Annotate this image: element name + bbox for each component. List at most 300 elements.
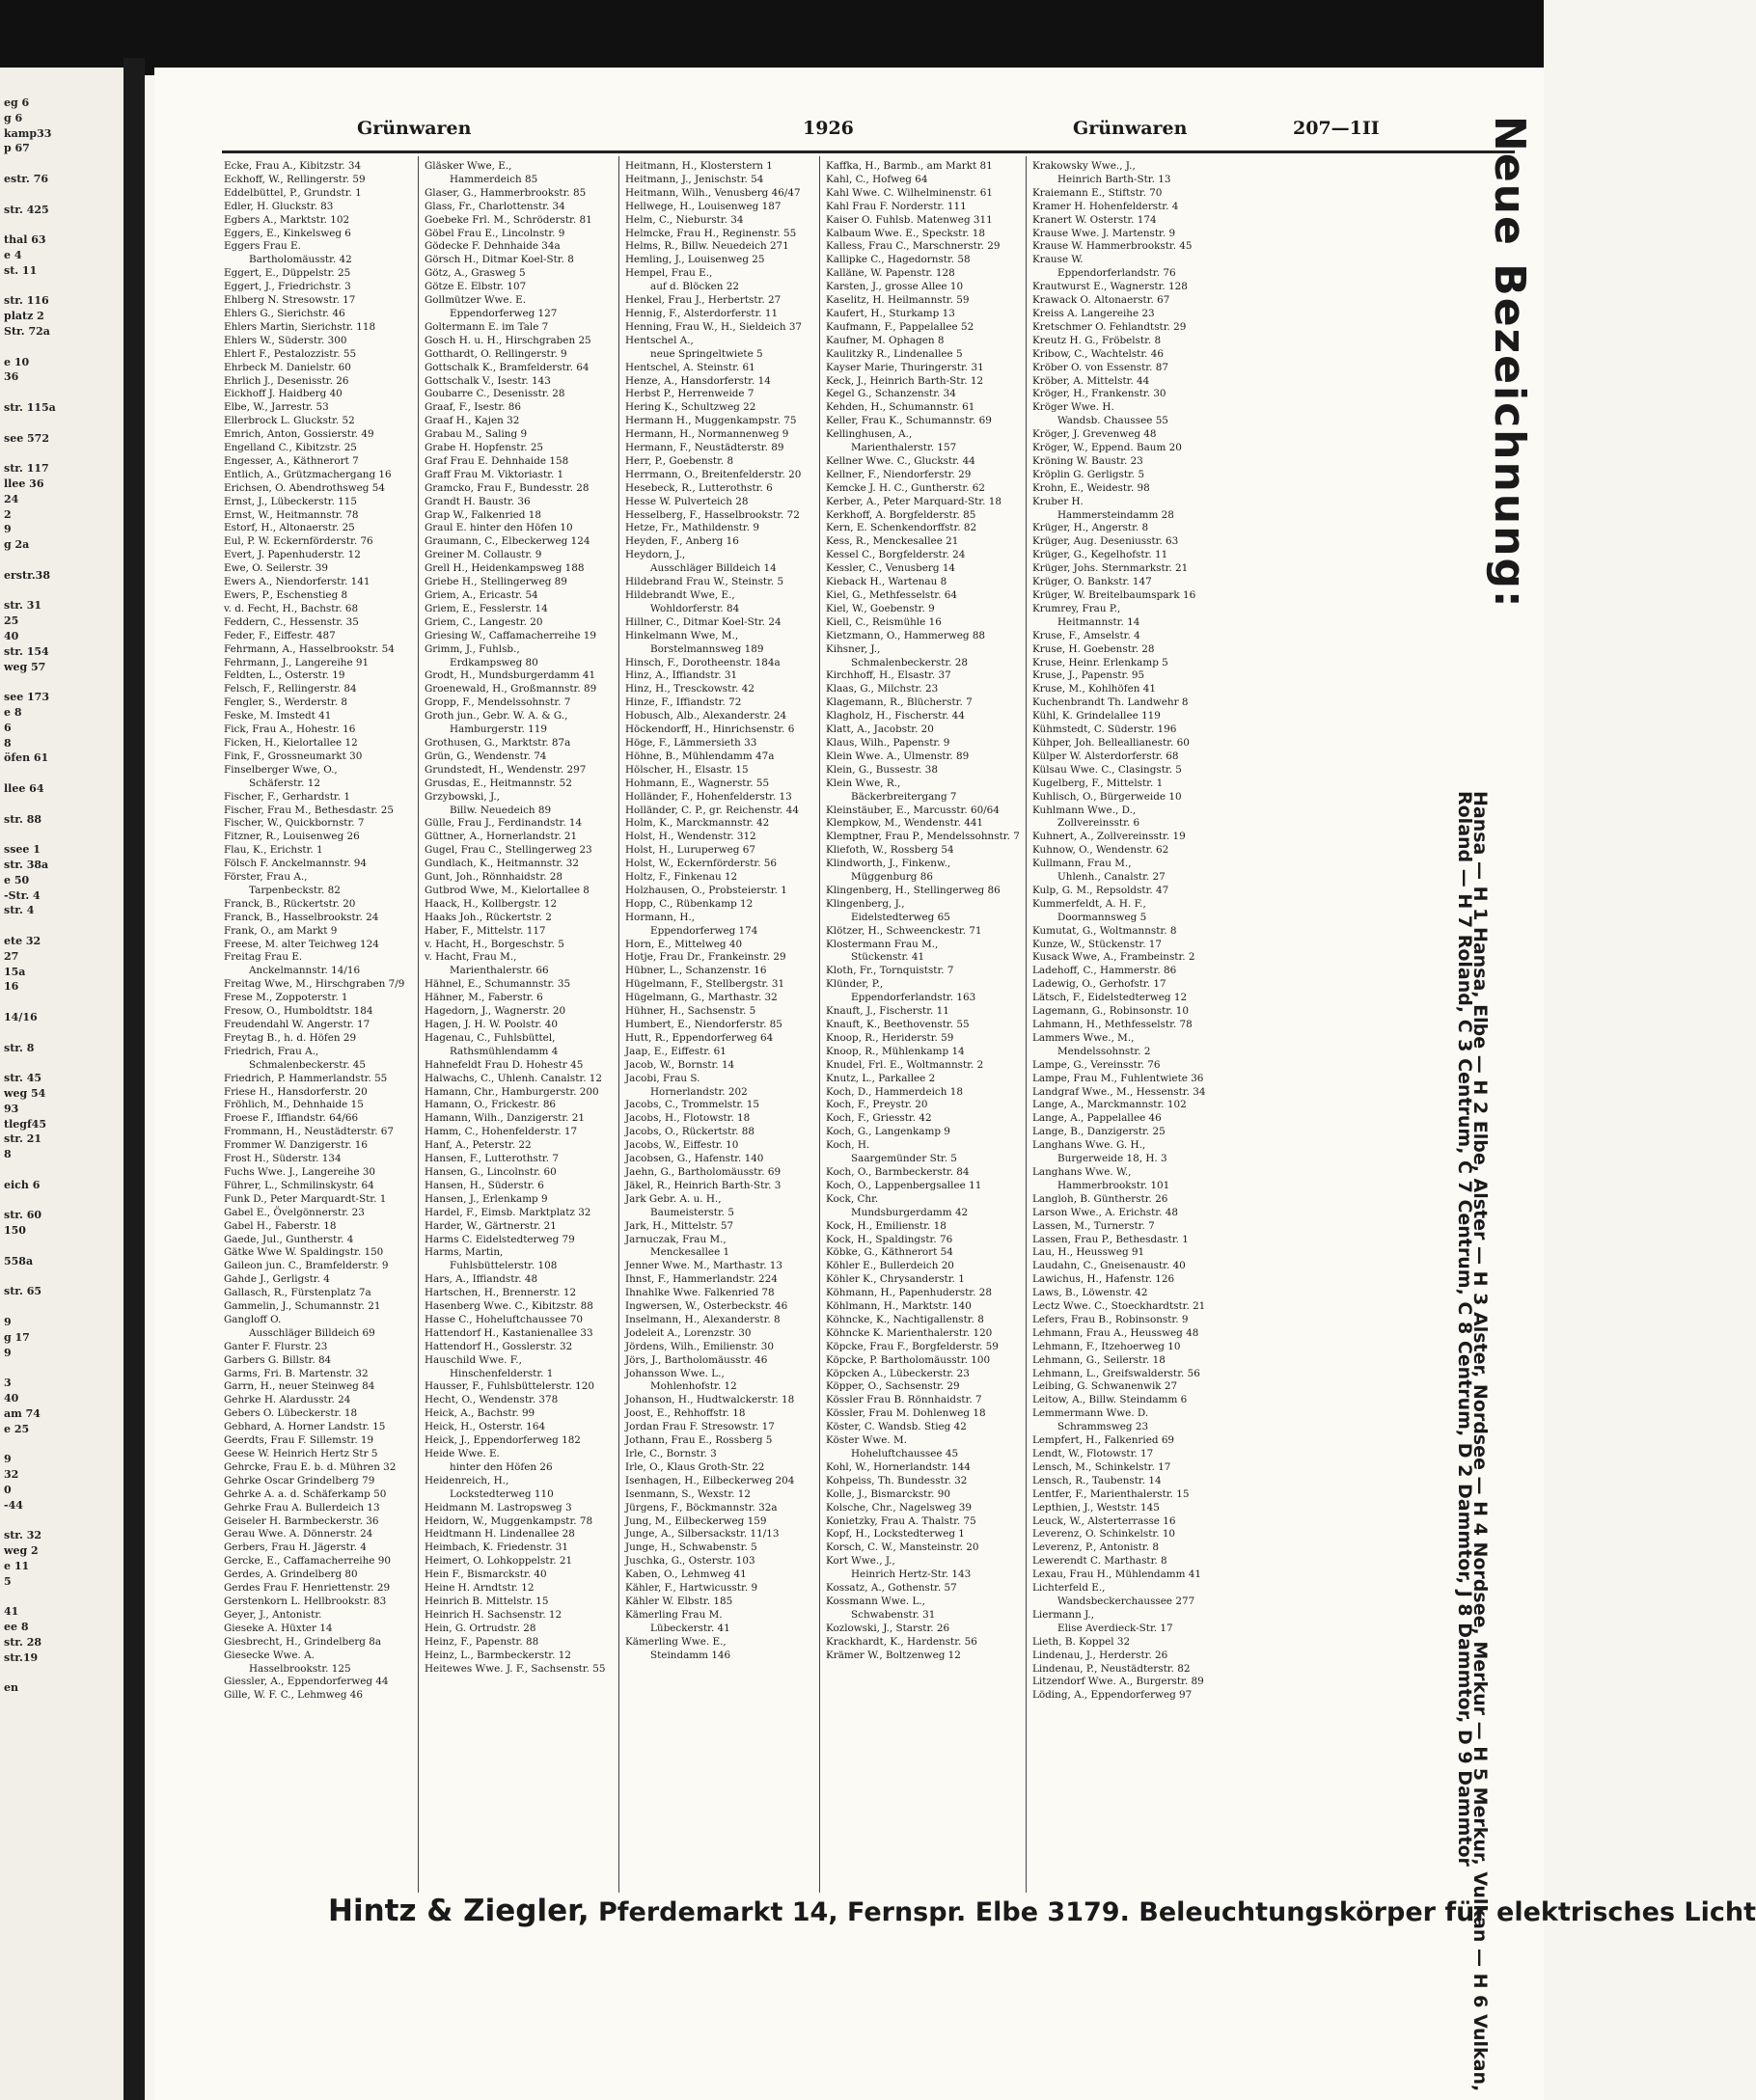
directory-entry: Frommann, H., Neustädterstr. 67 [224,1126,395,1138]
directory-entry: Kolle, J., Bismarckstr. 90 [826,1487,950,1500]
previous-page-fragment: str. 65 [4,1285,42,1298]
directory-entry: Hahnefeldt Frau D. Hohestr 45 [425,1058,584,1071]
directory-entry: Frommer W. Danzigerstr. 16 [224,1139,368,1152]
directory-entry: Klein, G., Bussestr. 38 [826,763,938,776]
previous-page-fragment: ee 8 [4,1621,29,1633]
directory-entry: Jarnuczak, Frau M., [625,1233,727,1245]
directory-entry: Köhler E., Bullerdeich 20 [826,1260,954,1272]
directory-entry: Kuhlmann Wwe., D., [1032,804,1137,816]
directory-entry: Frost H., Süderstr. 134 [224,1153,342,1165]
directory-entry: Giesbrecht, H., Grindelberg 8a [224,1635,382,1648]
directory-entry: Kellner Wwe. C., Gluckstr. 44 [826,454,975,467]
directory-entry: Gugel, Frau C., Stellingerweg 23 [425,844,592,857]
directory-entry: Lentfer, F., Marienthalerstr. 15 [1032,1487,1190,1500]
directory-entry: Lensch, R., Taubenstr. 14 [1032,1474,1162,1486]
directory-entry: Freese, M. alter Teichweg 124 [224,938,379,950]
directory-entry: Harder, W., Gärtnerstr. 21 [425,1219,557,1232]
directory-entry: Hähner, M., Faberstr. 6 [425,992,543,1004]
directory-entry: Marienthalerstr. 157 [851,442,957,454]
previous-page-fragment: e 8 [4,706,22,719]
directory-entry: Finselberger Wwe, O., [224,763,338,776]
page-header [154,114,1544,147]
directory-entry: Funk D., Peter Marquardt-Str. 1 [224,1192,387,1205]
directory-entry: Kreiss A. Langereihe 23 [1032,307,1155,319]
directory-entry: Kretschmer O. Fehlandtstr. 29 [1032,320,1187,333]
directory-entry: Lockstedterweg 110 [450,1487,554,1500]
directory-entry: Lefers, Frau B., Robinsonstr. 9 [1032,1313,1189,1325]
previous-page-fragment: e 11 [4,1559,30,1572]
directory-entry: Hinze, F., Iffiandstr. 72 [625,696,742,709]
directory-entry: Kröger, J. Grevenweg 48 [1032,428,1157,441]
directory-entry: Haber, F., Mittelstr. 117 [425,924,546,937]
directory-entry: Eidelstedterweg 65 [851,911,950,923]
directory-entry: Eul, P. W. Eckernförderstr. 76 [224,535,373,548]
directory-entry: Klein Wwe. A., Ulmenstr. 89 [826,750,970,762]
directory-entry: Hauschild Wwe. F., [425,1353,522,1366]
directory-entry: Fitzner, R., Louisenweg 26 [224,831,360,843]
directory-entry: Leverenz, P., Antonistr. 8 [1032,1541,1159,1554]
previous-page-fragment: 40 [4,1392,19,1405]
directory-entry: Kliefoth, W., Rossberg 54 [826,844,954,857]
previous-page-fragment: weg 2 [4,1544,39,1557]
directory-entry: Hohmann, E., Wagnerstr. 55 [625,777,770,789]
directory-entry: Kugelberg, F., Mittelstr. 1 [1032,777,1164,789]
directory-entry: Herr, P., Goebenstr. 8 [625,454,734,467]
directory-entry: Hetze, Fr., Mathildenstr. 9 [625,522,759,534]
directory-entry: Freudendahl W. Angerstr. 17 [224,1019,370,1030]
directory-entry: Kock, H., Emilienstr. 18 [826,1219,947,1232]
directory-entry: Krakowsky Wwe., J., [1032,160,1136,172]
directory-entry: Fölsch F. Anckelmannstr. 94 [224,858,367,870]
directory-entry: Freitag Wwe, M., Hirschgraben 7/9 [224,978,405,991]
directory-entry: Grell H., Heidenkampsweg 188 [425,562,585,575]
directory-entry: Eppendorferlandstr. 76 [1057,267,1176,280]
header-year: 1926 [803,118,854,139]
directory-entry: Ehlers W., Süderstr. 300 [224,334,347,346]
directory-entry: Krüger, Aug. Deseniusstr. 63 [1032,535,1179,548]
directory-entry: Leibing, G. Schwanenwik 27 [1032,1380,1178,1393]
directory-entry: Jark, H., Mittelstr. 57 [625,1219,734,1232]
directory-entry: Lampe, Frau M., Fuhlentwiete 36 [1032,1072,1204,1084]
previous-page-fragment: eich 6 [4,1178,41,1191]
directory-entry: Kröger, H., Frankenstr. 30 [1032,388,1166,400]
directory-entry: Fischer, F., Gerhardstr. 1 [224,790,350,803]
directory-entry: Ecke, Frau A., Kibitzstr. 34 [224,160,362,172]
directory-entry: Garrn, H., neuer Steinweg 84 [224,1380,375,1393]
directory-entry: Junge, H., Schwabenstr. 5 [625,1541,757,1554]
directory-entry: Hillner, C., Ditmar Koel-Str. 24 [625,615,782,628]
directory-entry: v. d. Fecht, H., Bachstr. 68 [224,602,359,614]
directory-entry: Schwabenstr. 31 [851,1608,936,1621]
directory-entry: auf d. Blöcken 22 [650,281,739,293]
directory-entry: Gottschalk V., Isestr. 143 [425,374,551,387]
directory-entry: Holtz, F., Finkenau 12 [625,871,738,884]
directory-entry: Gammelin, J., Schumannstr. 21 [224,1300,381,1313]
directory-entry: Hornerlandstr. 202 [650,1085,748,1098]
scan-border-top [0,0,1544,75]
directory-entry: Kietzmann, O., Hammerweg 88 [826,629,986,641]
directory-entry: Hähnel, E., Schumannstr. 35 [425,978,571,991]
directory-entry: Jacob, W., Bornstr. 14 [625,1058,735,1071]
directory-entry: Lexau, Frau H., Mühlendamm 41 [1032,1568,1202,1581]
directory-entry: Kreutz H. G., Fröbelstr. 8 [1032,334,1162,346]
directory-entry: Köpper, O., Sachsenstr. 29 [826,1380,960,1393]
directory-entry: Karsten, J., grosse Allee 10 [826,281,964,293]
directory-column-2 [425,160,614,1896]
directory-entry: Juschka, G., Osterstr. 103 [625,1555,755,1568]
directory-entry: Lübeckerstr. 41 [650,1622,730,1634]
directory-entry: Jacobsen, G., Hafenstr. 140 [625,1153,764,1165]
directory-entry: Köhmann, H., Papenhuderstr. 28 [826,1287,992,1299]
directory-entry: Billw. Neuedeich 89 [450,804,552,816]
directory-entry: Groenewald, H., Großmannstr. 89 [425,683,597,695]
directory-entry: Lehmann, F., Itzehoerweg 10 [1032,1340,1181,1352]
directory-entry: Knoop, R., Heriderstr. 59 [826,1031,954,1044]
directory-entry: Kessel C., Borgfelderstr. 24 [826,549,966,561]
previous-page-fragment: thal 63 [4,233,46,247]
directory-entry: Kaufmann, F., Pappelallee 52 [826,320,974,333]
directory-entry: Junge, A., Silbersackstr. 11/13 [625,1528,780,1541]
directory-entry: Franck, B., Rückertstr. 20 [224,897,356,910]
previous-page-fragment: str. 116 [4,294,49,308]
directory-entry: Gehrke H. Alardusstr. 24 [224,1394,351,1406]
directory-entry: Stückenstr. 41 [851,951,925,964]
previous-page-fragment: str. 154 [4,644,49,658]
directory-entry: Korsch, C. W., Mansteinstr. 20 [826,1541,979,1554]
directory-entry: Klaus, Wilh., Papenstr. 9 [826,736,950,749]
directory-entry: Leverenz, O. Schinkelstr. 10 [1032,1528,1176,1541]
directory-entry: Hildebrandt Wwe, E., [625,589,735,601]
directory-entry: Höckendorff, H., Hinrichsenstr. 6 [625,723,795,736]
directory-entry: Kahl Wwe. C. Wilhelminenstr. 61 [826,186,993,199]
directory-entry: Wandsb. Chaussee 55 [1057,415,1168,427]
directory-entry: Herbst P., Herrenweide 7 [625,388,755,400]
directory-entry: Hinsch, F., Dorotheenstr. 184a [625,656,781,668]
directory-entry: Krohn, E., Weidestr. 98 [1032,481,1150,494]
directory-entry: Eggert, J., Friedrichstr. 3 [224,281,351,293]
directory-entry: Gebhard, A. Horner Landstr. 15 [224,1421,386,1433]
directory-entry: Ehrbeck M. Danielstr. 60 [224,361,351,373]
directory-entry: Gehrcke, Frau E. b. d. Mühren 32 [224,1460,397,1473]
directory-entry: Ehlers G., Sierichstr. 46 [224,307,345,319]
directory-entry: Irle, O., Klaus Groth-Str. 22 [625,1460,765,1473]
directory-entry: Klemptner, Frau P., Mendelssohnstr. 7 [826,831,1020,843]
directory-entry: Klingenberg, H., Stellingerweg 86 [826,884,1001,896]
directory-entry: Griem, E., Fesslerstr. 14 [425,602,548,614]
directory-entry: Entlich, A., Grützmachergang 16 [224,468,392,480]
directory-entry: Feder, F., Eiffestr. 487 [224,629,336,641]
header-page-number: 207—1ΙΙ [1293,118,1380,139]
directory-entry: Heick, J., Eppendorferweg 182 [425,1434,581,1447]
directory-entry: Gläsker Wwe, E., [425,160,512,172]
directory-entry: Kirchhoff, H., Elsastr. 37 [826,669,951,682]
directory-entry: Heick, A., Bachstr. 99 [425,1407,535,1420]
directory-entry: Koch, H. [826,1139,870,1152]
directory-entry: Hübner, L., Schanzenstr. 16 [625,965,767,977]
directory-entry: Lehmann, L., Greifswalderstr. 56 [1032,1367,1200,1379]
previous-page-fragment: 9 [4,1453,12,1466]
directory-entry: Höge, F., Lämmersieth 33 [625,736,757,749]
directory-entry: Koch, O., Barmbeckerstr. 84 [826,1165,970,1178]
directory-entry: Lectz Wwe. C., Stoeckhardtstr. 21 [1032,1300,1206,1313]
directory-entry: Kröplin G. Gerligstr. 5 [1032,468,1145,480]
directory-entry: Koch, F., Griesstr. 42 [826,1112,932,1125]
directory-entry: Schrammsweg 23 [1057,1421,1149,1433]
directory-entry: Kolsche, Chr., Nagelsweg 39 [826,1501,972,1514]
directory-entry: Heinrich B. Mittelstr. 15 [425,1595,549,1607]
directory-entry: Klatt, A., Jacobstr. 20 [826,723,934,736]
directory-entry: Groth jun., Gebr. W. A. & G., [425,710,568,723]
directory-entry: Hansen, F., Lutterothstr. 7 [425,1153,559,1165]
directory-entry: Heinz, L., Barmbeckerstr. 12 [425,1649,571,1661]
directory-entry: Konietzky, Frau A. Thalstr. 75 [826,1514,976,1527]
directory-entry: Eppendorferweg 127 [450,307,558,319]
directory-entry: Langhans Wwe. G. H., [1032,1139,1146,1152]
directory-entry: Eckhoff, W., Rellingerstr. 59 [224,173,366,185]
directory-entry: Schmalenbeckerstr. 45 [249,1058,367,1071]
directory-entry: Knauft, K., Beethovenstr. 55 [826,1019,970,1030]
directory-entry: Lendt, W., Flotowstr. 17 [1032,1448,1154,1459]
directory-entry: Eickhoff J. Haidberg 40 [224,388,343,400]
column-divider [618,156,619,1893]
directory-entry: Heick, H., Osterstr. 164 [425,1421,546,1433]
directory-entry: Gutbrod Wwe, M., Kielortallee 8 [425,884,590,896]
directory-entry: Külper W. Alsterdorferstr. 68 [1032,750,1179,762]
directory-entry: Heitmann, H., Klosterstern 1 [625,160,773,172]
header-left-title: Grünwaren [357,118,472,139]
directory-entry: Harms C. Eidelstedterweg 79 [425,1233,575,1245]
directory-entry: Kruse, H. Goebenstr. 28 [1032,642,1155,655]
directory-entry: Lawichus, H., Hafenstr. 126 [1032,1273,1175,1286]
directory-entry: Graaf, F., Isestr. 86 [425,401,521,414]
directory-entry: Freitag Frau E. [224,951,303,964]
directory-entry: Krüger, O. Bankstr. 147 [1032,576,1152,588]
directory-entry: Feddern, C., Hessenstr. 35 [224,615,359,628]
directory-entry: Leitow, A., Billw. Steindamm 6 [1032,1394,1188,1406]
directory-entry: Hennig, F., Alsterdorferstr. 11 [625,307,779,319]
directory-entry: Gödecke F. Dehnhaide 34a [425,240,561,253]
directory-entry: Kramer H. Hohenfelderstr. 4 [1032,200,1179,212]
directory-entry: Hanf, A., Peterstr. 22 [425,1139,532,1152]
directory-entry: Ficken, H., Kielortallee 12 [224,736,358,749]
directory-entry: Horn, E., Mittelweg 40 [625,938,743,950]
directory-entry: Gerdes Frau F. Henriettenstr. 29 [224,1582,391,1595]
directory-entry: Kranert W. Osterstr. 174 [1032,213,1157,226]
directory-entry: Estorf, H., Altonaerstr. 25 [224,522,355,534]
directory-entry: Kopf, H., Lockstedterweg 1 [826,1528,965,1541]
directory-entry: Goubarre C., Desenisstr. 28 [425,388,565,400]
directory-entry: Götze E. Elbstr. 107 [425,281,527,293]
directory-entry: Kemcke J. H. C., Guntherstr. 62 [826,481,985,494]
directory-entry: Köster Wwe. M. [826,1434,907,1447]
directory-entry: Kröning W. Baustr. 23 [1032,454,1143,467]
directory-entry: Emrich, Anton, Gossierstr. 49 [224,428,374,441]
previous-page-fragment: st. 11 [4,263,38,277]
directory-entry: Kern, E. Schenkendorffstr. 82 [826,522,977,534]
directory-entry: Köpcke, Frau F., Borgfelderstr. 59 [826,1340,999,1352]
directory-entry: Lange, A., Marckmannstr. 102 [1032,1099,1187,1111]
directory-entry: Jordan Frau F. Stresowstr. 17 [625,1421,775,1433]
directory-entry: Kruse, J., Papenstr. 95 [1032,669,1145,682]
previous-page-fragment: 14/16 [4,1011,38,1023]
directory-entry: Knudel, Frl. E., Woltmannstr. 2 [826,1058,984,1071]
directory-entry: Kozlowski, J., Starstr. 26 [826,1622,950,1634]
directory-entry: Görsch H., Ditmar Koel-Str. 8 [425,254,574,266]
directory-entry: Gehrke Frau A. Bullerdeich 13 [224,1501,380,1514]
directory-entry: Jacobi, Frau S. [625,1072,700,1084]
directory-entry: Kort Wwe., J., [826,1555,895,1568]
directory-entry: Kruse, M., Kohlhöfen 41 [1032,683,1156,695]
advert-brand: Hintz & Ziegler, [328,1894,590,1928]
previous-page-fragment: 150 [4,1224,26,1238]
directory-entry: Kahl, C., Hofweg 64 [826,173,928,185]
directory-entry: Koch, O., Lappenbergsallee 11 [826,1179,982,1191]
directory-entry: Hammerbrookstr. 101 [1057,1179,1170,1191]
directory-entry: Jürgens, F., Böckmannstr. 32a [625,1501,778,1514]
previous-page-fragment: e 50 [4,873,30,886]
directory-entry: Köster, C. Wandsb. Stieg 42 [826,1421,967,1433]
previous-page-fragment: str. 115a [4,401,56,414]
previous-page-fragment: Str. 72a [4,325,50,338]
directory-entry: Jaap, E., Eiffestr. 61 [625,1045,727,1057]
directory-entry: Ewers A., Niendorferstr. 141 [224,576,370,588]
directory-entry: Holländer, C. P., gr. Reichenstr. 44 [625,804,799,816]
directory-entry: Greiner M. Collaustr. 9 [425,549,542,561]
previous-page-fragment: str. 88 [4,812,42,826]
directory-entry: Litzendorf Wwe. A., Burgerstr. 89 [1032,1676,1204,1688]
directory-entry: Halwachs, C., Uhlenh. Canalstr. 12 [425,1072,603,1084]
directory-entry: Kessler, C., Venusberg 14 [826,562,956,575]
directory-entry: Hagen, J. H. W. Poolstr. 40 [425,1019,559,1030]
directory-entry: Klünder, P., [826,978,884,991]
directory-entry: Geyer, J., Antonistr. [224,1608,322,1621]
directory-entry: Lammers Wwe., M., [1032,1031,1135,1044]
previous-page-fragment: 9 [4,1316,12,1328]
directory-entry: Gätke Wwe W. Spaldingstr. 150 [224,1246,384,1259]
directory-entry: Hempel, Frau E., [625,267,713,280]
previous-page-fragment: 8 [4,736,12,750]
previous-page-fragment: str. 38a [4,859,49,871]
directory-entry: Kaffka, H., Barmb., am Markt 81 [826,160,993,172]
directory-entry: Kalless, Frau C., Marschnerstr. 29 [826,240,1001,253]
previous-page-fragment: 32 [4,1468,19,1481]
directory-entry: Hammerdeich 85 [450,173,538,185]
directory-entry: Franck, B., Hasselbrookstr. 24 [224,911,379,923]
previous-page-fragment: see 572 [4,431,49,445]
directory-entry: Kröger, W., Eppend. Baum 20 [1032,442,1182,454]
directory-entry: Jenner Wwe. M., Marthastr. 13 [625,1260,783,1272]
previous-page-fragment: erstr.38 [4,568,50,582]
directory-entry: Leuck, W., Alsterterrasse 16 [1032,1514,1176,1527]
previous-page-fragment: en [4,1681,18,1695]
directory-entry: Gille, W. F. C., Lehmweg 46 [224,1689,363,1702]
directory-entry: Führer, L., Schmilinskystr. 64 [224,1179,374,1191]
directory-entry: Hausser, F., Fuhlsbüttelerstr. 120 [425,1380,594,1393]
directory-entry: Ernst, W., Heitmannstr. 78 [224,508,359,521]
directory-entry: Gallasch, R., Fürstenplatz 7a [224,1287,371,1299]
directory-entry: Heimbach, K. Friedenstr. 31 [425,1541,569,1554]
directory-entry: Johanson, H., Hudtwalckerstr. 18 [625,1394,795,1406]
directory-entry: Hansen, H., Süderstr. 6 [425,1179,544,1191]
directory-entry: Jothann, Frau E., Rossberg 5 [625,1434,773,1447]
previous-page-fragment: str. 60 [4,1209,42,1222]
previous-page-fragment: 93 [4,1102,19,1115]
directory-entry: Lempfert, H., Falkenried 69 [1032,1434,1175,1447]
directory-entry: Lassen, Frau P., Bethesdastr. 1 [1032,1233,1189,1245]
directory-entry: Heinrich H. Sachsenstr. 12 [425,1608,562,1621]
directory-entry: Hentschel A., [625,334,694,346]
directory-entry: Glaser, G., Hammerbrookstr. 85 [425,186,587,199]
directory-entry: Heitewes Wwe. J. F., Sachsenstr. 55 [425,1662,606,1675]
previous-page-fragment: g 2a [4,538,30,552]
directory-entry: Hügelmann, F., Stellbergstr. 31 [625,978,785,991]
directory-entry: Heitmannstr. 14 [1057,615,1140,628]
vertical-side-notice [1418,116,1534,2092]
directory-entry: Elbe, W., Jarrestr. 53 [224,401,329,414]
directory-entry: Hinkelmann Wwe, M., [625,629,739,641]
directory-entry: Eppendorferlandstr. 163 [851,992,976,1004]
directory-entry: Lichterfeld E., [1032,1582,1106,1595]
column-divider [1026,156,1027,1893]
previous-page-fragment: 9 [4,523,12,536]
directory-entry: Keck, J., Heinrich Barth-Str. 12 [826,374,984,387]
directory-entry: Kahl Frau F. Norderstr. 111 [826,200,967,212]
previous-page-fragment: tlegf45 [4,1117,46,1131]
directory-entry: Ausschläger Billdeich 69 [249,1326,375,1339]
directory-entry: Gehrke A. a. d. Schäferkamp 50 [224,1487,387,1500]
directory-entry: Kaulitzky R., Lindenallee 5 [826,347,963,360]
directory-entry: Hentschel, A. Steinstr. 61 [625,361,755,373]
directory-entry: Grabe H. Hopfenstr. 25 [425,442,544,454]
directory-entry: Hotje, Frau Dr., Frankeinstr. 29 [625,951,786,964]
previous-page-fragment: 40 [4,630,19,642]
previous-page-fragment: 0 [4,1483,12,1496]
previous-page-fragment: llee 36 [4,477,44,490]
directory-entry: neue Springeltwiete 5 [650,347,763,360]
directory-entry: Lindenau, J., Herderstr. 26 [1032,1649,1168,1661]
directory-entry: Hinschenfelderstr. 1 [450,1367,554,1379]
directory-entry: Hardel, F., Eimsb. Marktplatz 32 [425,1206,591,1218]
previous-page-fragment: eg 6 [4,96,30,109]
directory-entry: Lagemann, G., Robinsonstr. 10 [1032,1005,1189,1018]
previous-page-fragment: weg 54 [4,1087,46,1100]
directory-entry: Gahde J., Gerligstr. 4 [224,1273,330,1286]
directory-entry: Kossmann Wwe. L., [826,1595,925,1607]
directory-entry: Grabau M., Saling 9 [425,428,528,441]
directory-entry: Hering K., Schultzweg 22 [625,401,756,414]
previous-page-fragment: 16 [4,980,19,994]
directory-entry: Klindworth, J., Finkenw., [826,858,951,870]
directory-entry: Hein, G. Ortrudstr. 28 [425,1622,536,1634]
previous-page-fragment: kamp33 [4,126,52,140]
directory-entry: Hagedorn, J., Wagnerstr. 20 [425,1005,566,1018]
directory-entry: hinter den Höfen 26 [450,1460,553,1473]
directory-entry: Fischer, W., Quickbornstr. 7 [224,817,365,830]
directory-entry: Gropp, F., Mendelssohnstr. 7 [425,696,571,709]
directory-entry: Förster, Frau A., [224,871,308,884]
directory-entry: Lepthien, J., Weststr. 145 [1032,1501,1160,1514]
directory-entry: Lensch, M., Schinkelstr. 17 [1032,1460,1171,1473]
directory-entry: Kruse, Heinr. Erlenkamp 5 [1032,656,1168,668]
directory-entry: Hasselbrookstr. 125 [249,1662,351,1675]
directory-entry: Krause Wwe. J. Martenstr. 9 [1032,227,1176,239]
directory-entry: Haaks Joh., Rückertstr. 2 [425,911,552,923]
directory-entry: Lampe, G., Vereinsstr. 76 [1032,1058,1161,1071]
directory-entry: Isenhagen, H., Eilbeckerweg 204 [625,1474,795,1486]
directory-entry: Kuhnert, A., Zollvereinsstr. 19 [1032,831,1186,843]
advertisement-line [328,1894,1756,1928]
directory-entry: Glass, Fr., Charlottenstr. 34 [425,200,565,212]
